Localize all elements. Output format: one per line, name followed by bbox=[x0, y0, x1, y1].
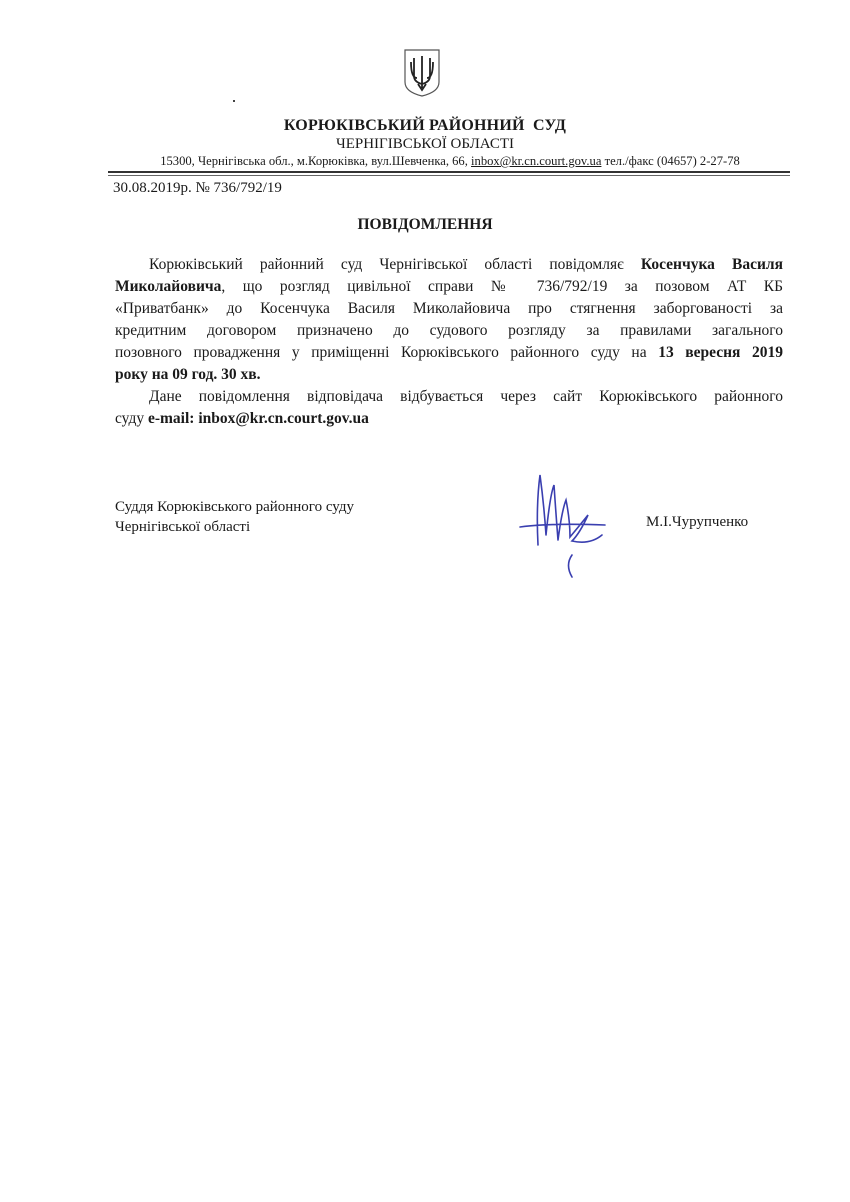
defendant-name: Миколайовича bbox=[115, 278, 222, 295]
body-line: кредитним договором призначено до судового розгляду за правилами загального bbox=[115, 322, 783, 339]
body-line: «Приватбанк» до Косенчука Василя Миколайовича про стягнення заборгованості за bbox=[115, 300, 783, 317]
address-email: inbox@kr.cn.court.gov.ua bbox=[471, 154, 602, 168]
court-address bbox=[110, 154, 790, 169]
date-and-case-number: 30.08.2019р. № 736/792/19 bbox=[113, 180, 282, 196]
body-text: позовного провадження у приміщенні Корюківського районного суду на bbox=[115, 344, 659, 361]
address-text: 15300, Чернігівська обл., м.Корюківка, вул.Шевченка, 66, bbox=[160, 154, 472, 168]
handwritten-signature bbox=[510, 465, 620, 580]
body-text: суду bbox=[115, 410, 148, 427]
body-text: Корюківський районний суд Чернігівської області повідомляє bbox=[149, 256, 641, 273]
document-title: ПОВІДОМЛЕННЯ bbox=[357, 216, 493, 233]
court-region: ЧЕРНІГІВСЬКОЇ ОБЛАСТІ bbox=[335, 136, 515, 152]
judge-position-line: Чернігівської області bbox=[115, 519, 251, 535]
defendant-name: Косенчука Василя bbox=[640, 256, 784, 273]
court-email: e-mail: inbox@kr.cn.court.gov.ua bbox=[147, 410, 369, 427]
body-line bbox=[115, 342, 783, 364]
coat-of-arms-emblem bbox=[403, 48, 441, 98]
judge-position bbox=[115, 497, 354, 537]
body-line bbox=[115, 276, 783, 298]
hearing-time: року на 09 год. 30 хв. bbox=[115, 366, 261, 383]
judge-position-line: Суддя Корюківського районного суду bbox=[115, 499, 354, 515]
scan-speck bbox=[233, 100, 235, 102]
body-line bbox=[115, 254, 783, 276]
court-name: КОРЮКІВСЬКИЙ РАЙОННИЙ СУД bbox=[283, 117, 567, 134]
body-text: , що розгляд цивільної справи № 736/792/19 за позовом АТ КБ bbox=[221, 278, 783, 295]
header-divider bbox=[108, 171, 790, 176]
notice-body bbox=[115, 254, 783, 430]
body-line bbox=[115, 364, 783, 386]
judge-name: М.І.Чурупченко bbox=[646, 514, 749, 530]
hearing-date: 13 вересня 2019 bbox=[658, 344, 783, 361]
body-line: Дане повідомлення відповідача відбувається через сайт Корюківського районного bbox=[149, 388, 783, 405]
address-phone: тел./факс (04657) 2-27-78 bbox=[601, 154, 740, 168]
body-line bbox=[115, 408, 783, 430]
